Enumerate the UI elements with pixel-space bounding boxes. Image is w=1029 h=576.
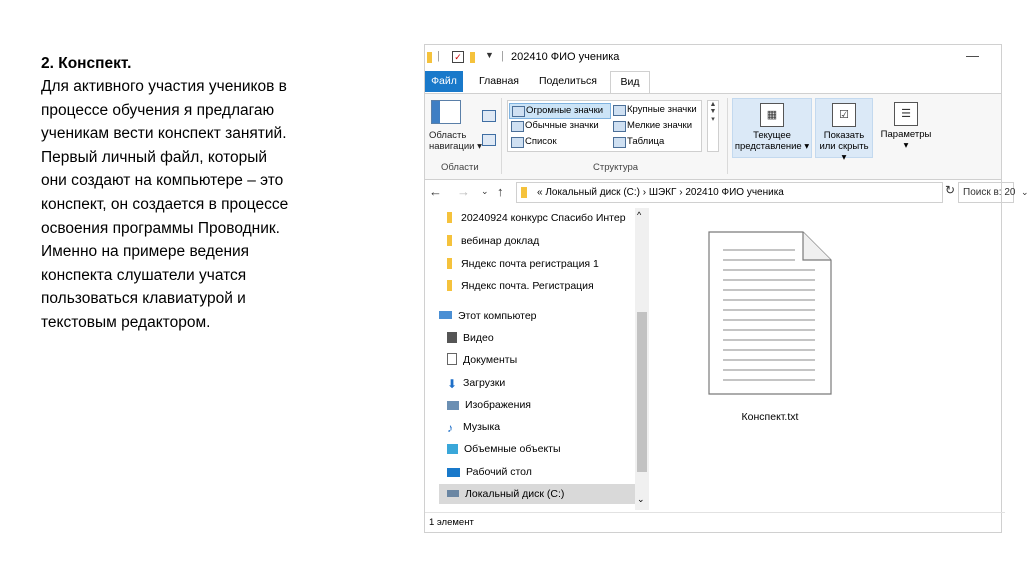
back-arrow-icon[interactable]: ← (429, 184, 442, 199)
layout-gallery (507, 100, 702, 152)
drive-icon (447, 490, 459, 497)
folder-icon (447, 212, 452, 223)
3d-objects-icon (447, 444, 458, 454)
slide-paragraph (41, 75, 386, 335)
scroll-down-icon[interactable]: ⌄ (637, 494, 645, 504)
desktop-icon (447, 468, 460, 477)
pictures-icon (447, 401, 459, 410)
title-bar (425, 45, 1001, 71)
paragraph-line: они создают на компьютере – это (41, 172, 284, 190)
nav-item-folder[interactable] (447, 276, 635, 296)
layout-small-icons[interactable]: Мелкие значки (611, 119, 692, 133)
quick-access-dropdown-icon[interactable]: ▼ (485, 50, 494, 60)
separator: | (501, 50, 504, 62)
current-view-label: Текущее (753, 130, 791, 141)
ribbon-divider (727, 98, 728, 174)
refresh-icon[interactable]: ↻ (945, 183, 956, 197)
nav-item-downloads[interactable] (447, 373, 635, 393)
nav-item-label: вебинар доклад (461, 235, 540, 247)
separator: | (437, 50, 440, 62)
address-bar-row (425, 180, 1029, 204)
file-explorer-window (424, 44, 1029, 533)
status-bar: 1 элемент (425, 512, 1005, 533)
scrollbar-thumb[interactable] (637, 312, 647, 472)
nav-item-label: Документы (463, 354, 518, 366)
folder-icon (521, 187, 527, 198)
nav-item-folder[interactable] (447, 254, 635, 274)
new-folder-quick-access-icon[interactable] (470, 52, 475, 63)
layout-medium-icons[interactable]: Обычные значки (509, 119, 599, 133)
nav-item-video[interactable] (447, 328, 635, 348)
options-label: Параметры (880, 129, 932, 140)
panes-group-label: Области (441, 162, 479, 173)
nav-item-label: Яндекс почта регистрация 1 (461, 258, 599, 270)
slide-heading: 2. Конспект. (41, 55, 132, 72)
forward-arrow-icon[interactable]: → (457, 184, 470, 199)
nav-item-this-pc[interactable] (439, 306, 627, 326)
paragraph-line: пользоваться клавиатурой и (41, 290, 246, 308)
nav-item-label: Видео (463, 332, 494, 344)
ribbon-divider (501, 98, 502, 174)
video-icon (447, 332, 457, 343)
nav-item-desktop[interactable] (447, 462, 635, 482)
paragraph-line: конспект, он создается в процессе (41, 195, 289, 213)
chevron-down-icon[interactable]: ⌄ (1021, 187, 1029, 197)
text-file-icon[interactable] (707, 230, 833, 396)
paragraph-line: Первый личный файл, который (41, 148, 268, 166)
recent-locations-chevron-icon[interactable]: ⌄ (481, 186, 489, 196)
paragraph-line: освоения программы Проводник. (41, 219, 280, 237)
nav-item-local-disk[interactable] (439, 484, 635, 504)
paragraph-line: конспекта слушатели учатся (41, 266, 247, 284)
paragraph-line: процессе обучения я предлагаю (41, 101, 275, 119)
nav-item-pictures[interactable] (447, 395, 635, 415)
show-hide-label: или скрыть ▾ (819, 141, 869, 163)
navigation-pane-button[interactable] (429, 130, 482, 152)
documents-icon (447, 353, 457, 365)
options-label: ▾ (903, 140, 909, 151)
current-view-icon: ▦ (760, 103, 784, 127)
slide-text (41, 52, 386, 335)
paragraph-line: текстовым редактором. (41, 313, 211, 331)
file-name-label[interactable]: Конспект.txt (741, 411, 799, 423)
file-list-area (649, 208, 1001, 510)
paragraph-line: Именно на примере ведения (41, 243, 250, 261)
layout-group-label: Структура (593, 162, 639, 173)
folder-icon (447, 235, 452, 246)
ribbon (425, 93, 1001, 180)
tab-share[interactable]: Поделиться (539, 75, 597, 87)
current-view-button[interactable] (732, 98, 812, 158)
tab-home[interactable]: Главная (479, 75, 519, 87)
folder-icon (447, 280, 452, 291)
layout-gallery-scroll[interactable]: ▲ ▼ ▾ (707, 100, 719, 152)
minimize-button[interactable]: — (966, 48, 979, 63)
navigation-pane (425, 208, 635, 510)
options-button[interactable] (877, 98, 935, 156)
layout-details[interactable]: Таблица (611, 135, 664, 149)
show-hide-button[interactable] (815, 98, 873, 163)
paragraph-line: ученикам вести конспект занятий. (41, 125, 287, 143)
ribbon-tabs (425, 71, 1001, 93)
downloads-icon: ⬇ (447, 377, 458, 391)
current-view-label: представление ▾ (734, 141, 810, 152)
computer-icon (439, 311, 452, 319)
nav-item-label: Загрузки (463, 377, 506, 389)
nav-item-folder[interactable] (447, 231, 635, 251)
nav-item-documents[interactable] (447, 350, 635, 370)
folder-icon (427, 52, 432, 63)
nav-item-label: Музыка (463, 421, 501, 433)
nav-item-3d-objects[interactable] (447, 439, 635, 459)
nav-pane-label: навигации ▾ (429, 141, 482, 152)
layout-list[interactable]: Список (509, 135, 557, 149)
nav-item-label: 20240924 конкурс Спасибо Интер (461, 212, 626, 224)
tab-file[interactable]: Файл (425, 71, 463, 92)
nav-item-label: Объемные объекты (464, 443, 561, 455)
nav-item-label: Яндекс почта. Регистрация (461, 280, 594, 292)
folder-icon (447, 258, 452, 269)
nav-item-music[interactable] (447, 417, 635, 437)
options-icon: ☰ (894, 102, 918, 126)
nav-pane-scrollbar[interactable] (635, 208, 649, 510)
window-title: 202410 ФИО ученика (511, 51, 620, 63)
address-path: « Локальный диск (C:) › ШЭКГ › 202410 ФИО ученика (537, 187, 784, 198)
music-icon: ♪ (447, 421, 453, 435)
scroll-up-icon[interactable]: ^ (637, 210, 642, 220)
show-hide-icon: ☑ (832, 103, 856, 127)
show-hide-label: Показать (823, 130, 865, 141)
up-arrow-icon[interactable]: ↑ (497, 184, 504, 199)
nav-item-folder[interactable] (447, 208, 635, 228)
tab-view[interactable]: Вид (610, 71, 650, 94)
nav-item-label: Локальный диск (C:) (465, 488, 565, 500)
nav-item-label: Изображения (465, 399, 531, 411)
nav-item-label: Этот компьютер (458, 310, 537, 322)
nav-pane-label: Область (429, 130, 467, 141)
search-input[interactable]: Поиск в: 20 (958, 182, 1014, 203)
layout-huge-icons[interactable]: Огромные значки (509, 103, 611, 119)
preview-pane-icon[interactable] (482, 110, 496, 122)
navigation-pane-icon[interactable] (431, 100, 461, 124)
paragraph-line: Для активного участия учеников в (41, 78, 287, 95)
layout-large-icons[interactable]: Крупные значки (611, 103, 697, 117)
properties-quick-access-icon[interactable]: ✓ (452, 51, 464, 63)
details-pane-icon[interactable] (482, 134, 496, 146)
nav-item-label: Рабочий стол (466, 466, 532, 478)
